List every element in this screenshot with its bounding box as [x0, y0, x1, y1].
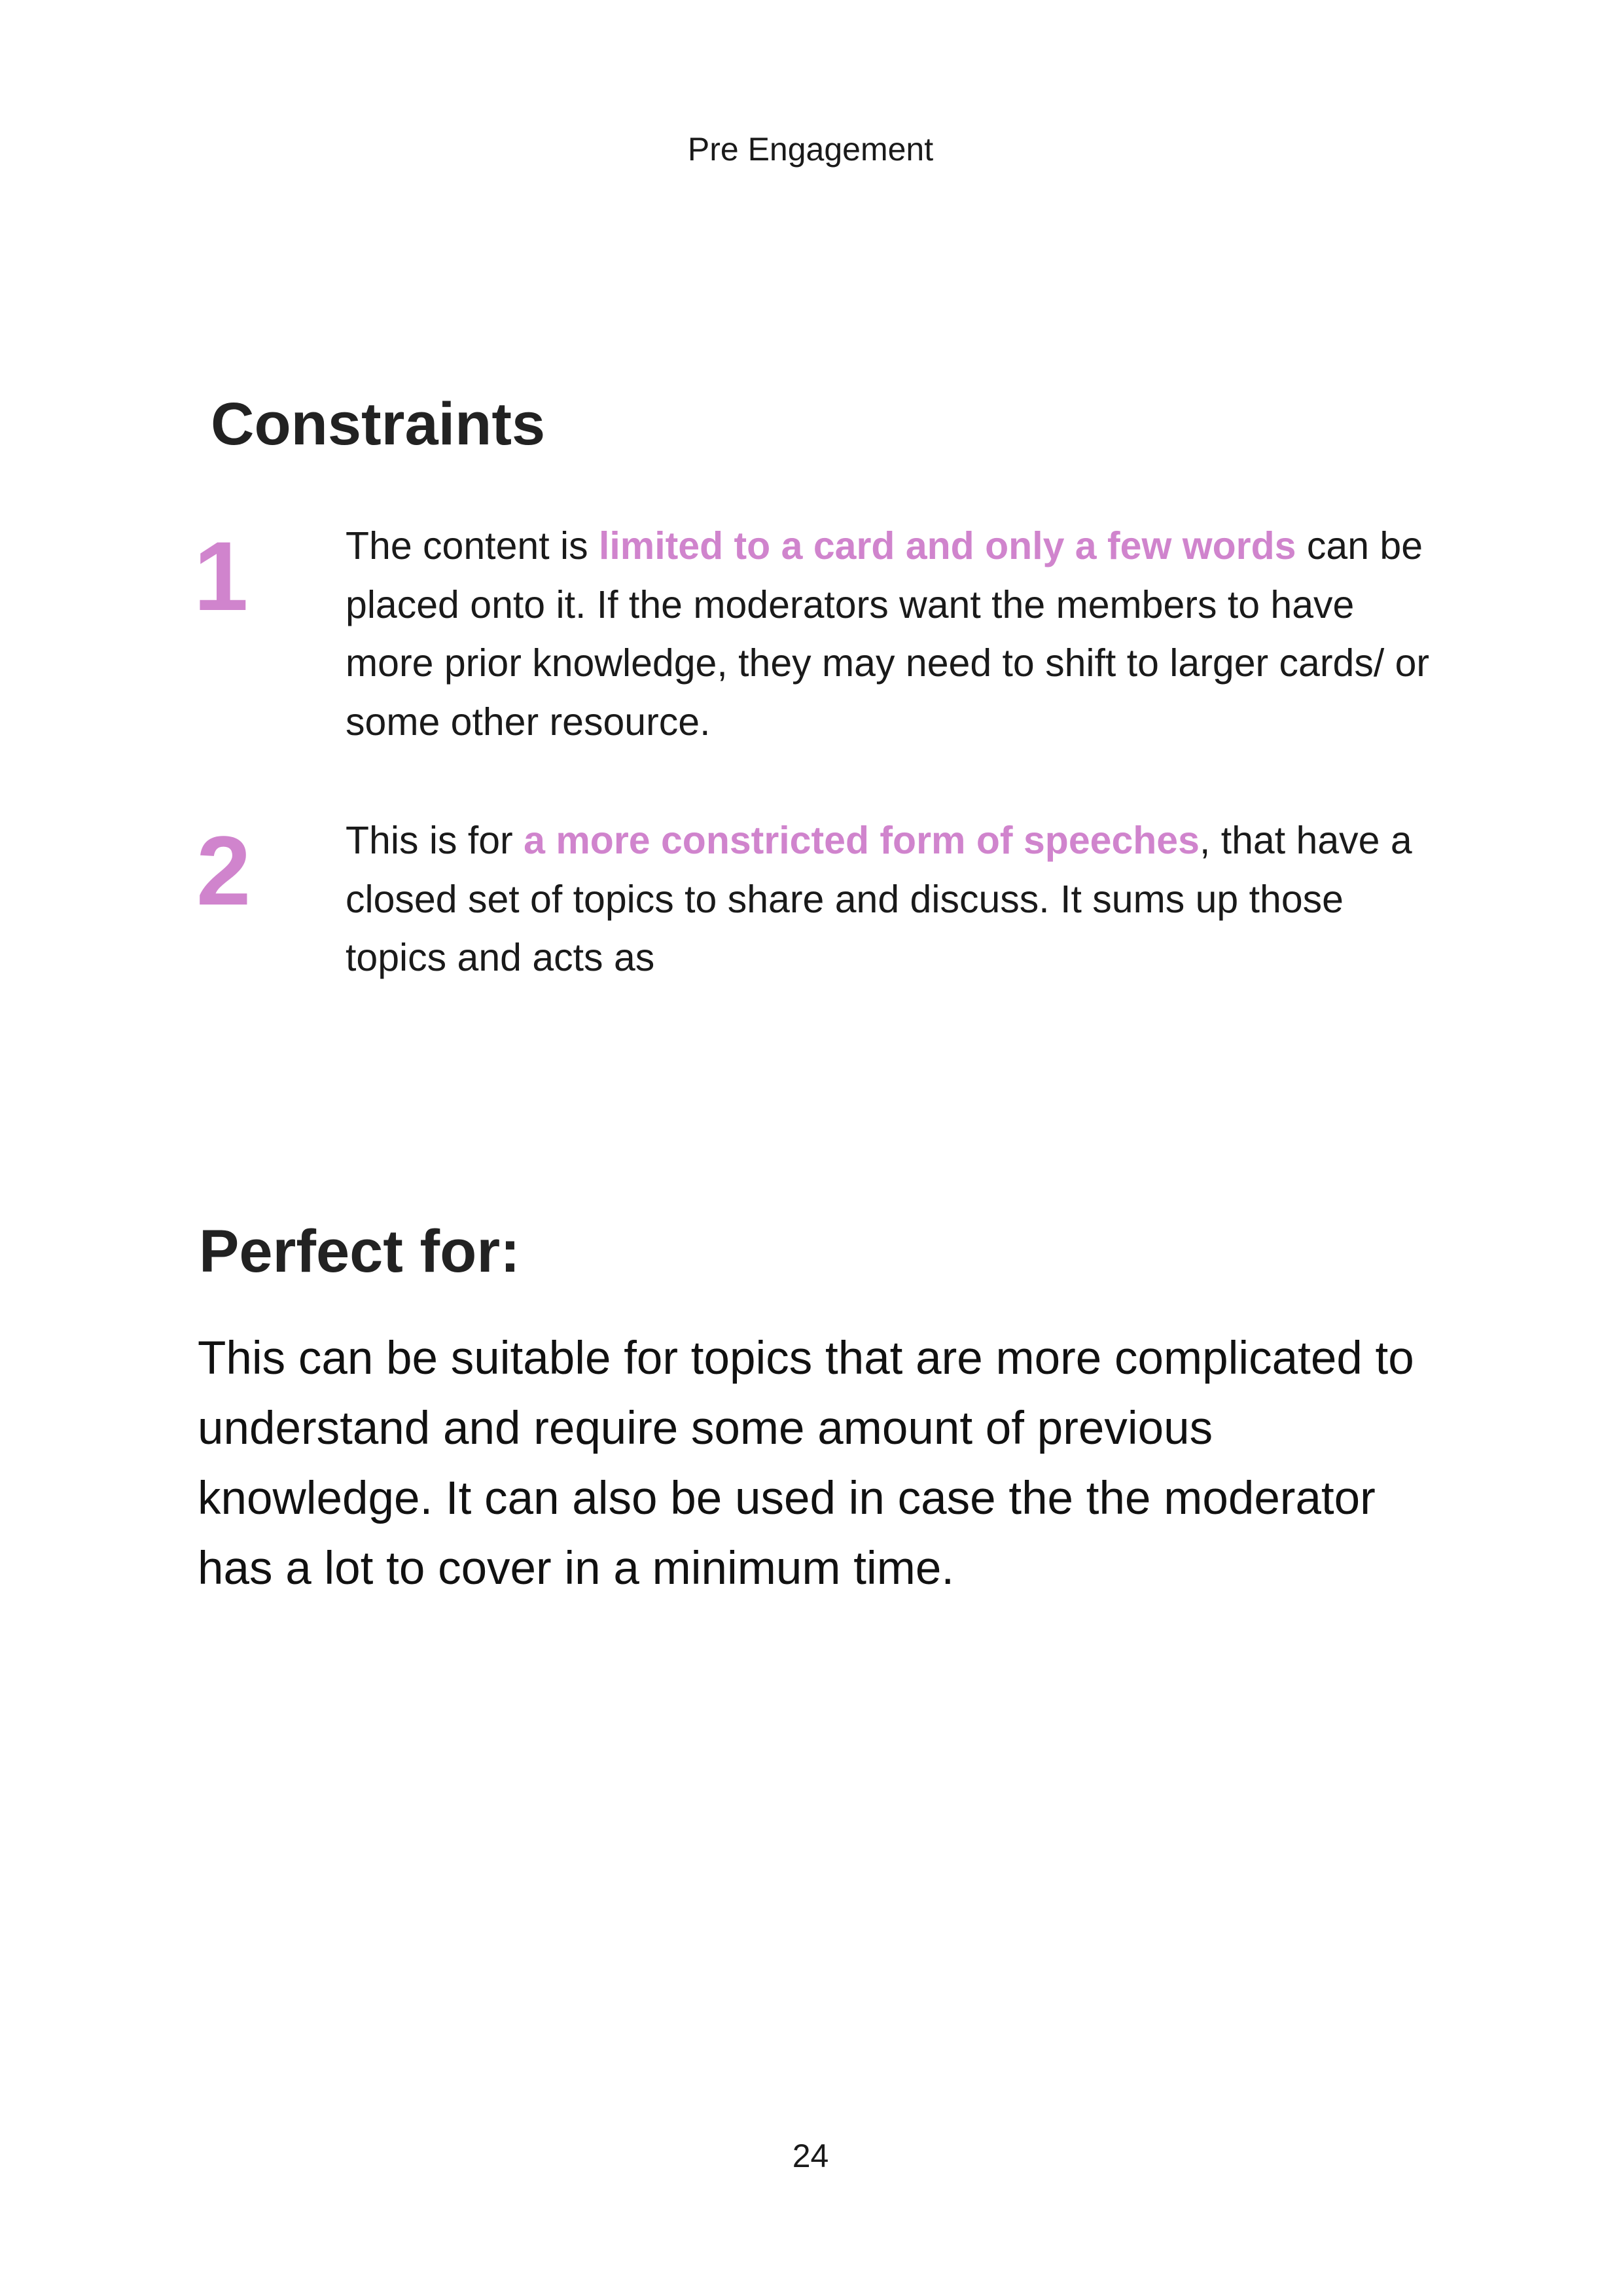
constraint-number-1: 1: [194, 521, 249, 631]
constraint-text-1: [346, 517, 1432, 751]
constraint-text-2-before: This is for: [346, 819, 524, 862]
constraint-text-1-highlight: limited to a card and only a few words: [599, 524, 1296, 567]
constraint-number-2: 2: [196, 816, 251, 925]
constraints-heading: Constraints: [211, 391, 546, 457]
constraint-text-1-after: can be placed onto it. If the moderators want the members to have more prior knowledge, they may need to shift to larger cards/ or some other resource.: [346, 524, 1430, 744]
page-number: 24: [792, 2138, 829, 2174]
constraint-text-2: [346, 812, 1432, 988]
perfect-for-text: This can be suitable for topics that are more complicated to understand and require some amount of previous knowledge. It can also be used in case the the moderator has a lot to cover in a minimum time.: [198, 1333, 1414, 1594]
constraint-text-2-highlight: a more constricted form of speeches: [524, 819, 1200, 862]
running-header: Pre Engagement: [687, 131, 934, 168]
perfect-for-heading: Perfect for:: [199, 1218, 520, 1285]
constraint-text-2-after: , that have a closed set of topics to share and discuss. It sums up those topics and acts as: [346, 819, 1412, 979]
constraint-text-1-before: The content is: [346, 524, 599, 567]
